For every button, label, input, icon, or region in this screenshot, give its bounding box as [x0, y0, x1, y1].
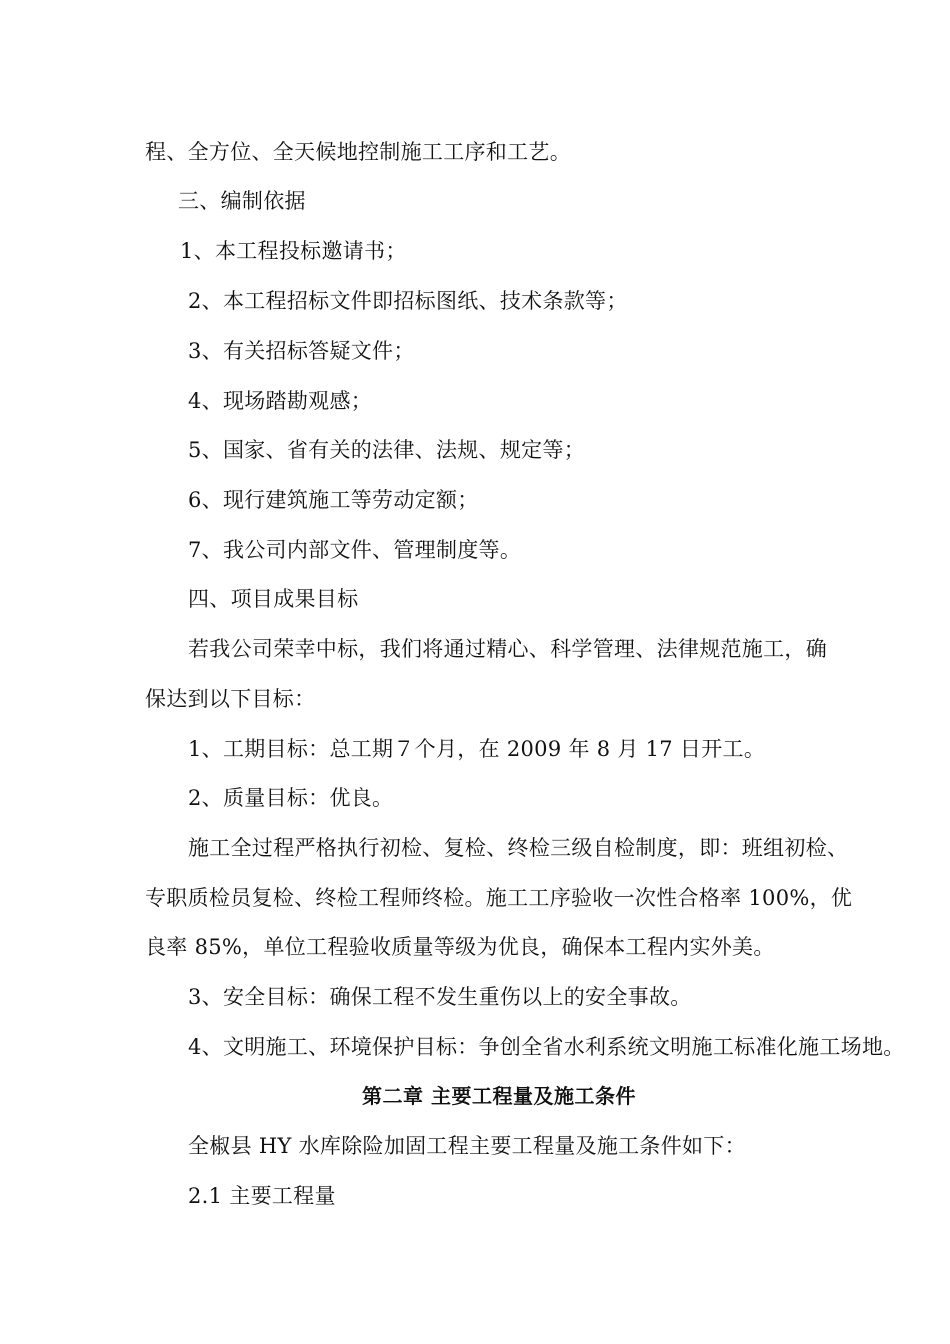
- paragraph-line: 良率 85%，单位工程验收质量等级为优良，确保本工程内实外美。: [145, 935, 775, 959]
- list-item: 1、本工程投标邀请书；: [180, 239, 407, 263]
- list-item: 5、国家、省有关的法律、法规、规定等；: [188, 438, 586, 462]
- paragraph-line: 专职质检员复检、终检工程师终检。施工工序验收一次性合格率 100%，优: [145, 886, 853, 910]
- paragraph-line: 程、全方位、全天候地控制施工工序和工艺。: [145, 140, 571, 164]
- section-heading: 四、项目成果目标: [188, 587, 359, 611]
- paragraph-line: 若我公司荣幸中标，我们将通过精心、科学管理、法律规范施工，确: [188, 637, 827, 661]
- paragraph-line: 全椒县 HY 水库除险加固工程主要工程量及施工条件如下：: [188, 1134, 746, 1158]
- list-item: 2、质量目标：优良。: [188, 786, 394, 810]
- list-item: 6、现行建筑施工等劳动定额；: [188, 488, 479, 512]
- section-heading: 三、编制依据: [178, 189, 306, 213]
- chapter-title: 第二章 主要工程量及施工条件: [362, 1084, 636, 1108]
- list-item: 3、有关招标答疑文件；: [188, 339, 415, 363]
- list-item: 4、现场踏勘观感；: [188, 389, 373, 413]
- paragraph-line: 保达到以下目标：: [145, 687, 316, 711]
- list-item: 3、安全目标：确保工程不发生重伤以上的安全事故。: [188, 985, 692, 1009]
- list-item: 1、工期目标：总工期７个月，在 2009 年 8 月 17 日开工。: [188, 737, 766, 761]
- list-item: 4、文明施工、环境保护目标：争创全省水利系统文明施工标准化施工场地。: [188, 1035, 905, 1059]
- subsection-heading: 2.1 主要工程量: [188, 1184, 336, 1208]
- list-item: 2、本工程招标文件即招标图纸、技术条款等；: [188, 289, 628, 313]
- paragraph-line: 施工全过程严格执行初检、复检、终检三级自检制度，即：班组初检、: [188, 836, 849, 860]
- list-item: 7、我公司内部文件、管理制度等。: [188, 538, 522, 562]
